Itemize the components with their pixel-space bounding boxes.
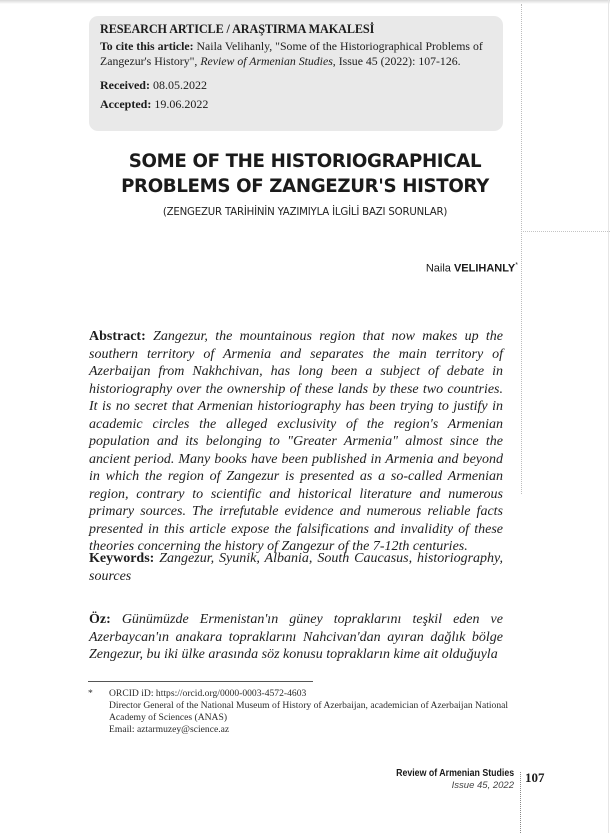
citation-journal: Review of Armenian Studies [200, 53, 333, 68]
footnote-orcid: ORCID iD: https://orcid.org/0000-0003-4572-4603 [109, 688, 307, 699]
page-number: 107 [525, 770, 545, 785]
oz-abstract [89, 611, 503, 664]
citation-text-post: , Issue 45 (2022): 107-126. [332, 53, 461, 68]
footnote-rule [88, 681, 313, 682]
oz-text: Günümüzde Ermenistan'ın güney topraklarını teşkil eden ve Azerbaycan'ın anakara topraklarını Nahcivan'dan ayıran dağlık bölge Zengezur, bu iki ülke arasında söz konusu toprakların kime ait olduğuyla [89, 612, 503, 662]
author-first-name: Naila [425, 262, 454, 275]
author-footnote-mark: * [515, 262, 518, 269]
abstract-text: Zangezur, the mountainous region that now makes up the southern territory of Armenia and separates the main territory of Azerbaijan from Nakhchivan, has long been a subject of debate in historiography over the ownership of these lands by these two countries. It is no secret that Armenian historiography has been trying to justify in academic circles the alleged exclusivity of the region's Armenian population and its belonging to "Greater Armenia" almost since the ancient period. Many books have been published in Armenia and beyond in which the region of Zangezur is presented as a so-called Armenian region, contrary to scientific and historical literature and numerous primary sources. The irrefutable evidence and numerous reliable facts presented in this article expose the falsifications and invalidity of these theories concerning the history of Zangezur of the 7-12th centuries. [89, 329, 503, 554]
running-footer [380, 768, 514, 791]
viewer-top-shadow [0, 0, 610, 4]
margin-guide-vertical [521, 4, 522, 494]
accepted-label: Accepted: [100, 97, 152, 111]
keywords [89, 550, 503, 585]
margin-guide-horizontal [521, 231, 610, 232]
footnote-position: Director General of the National Museum of History of Azerbaijan, academician of Azerbaijan National Academy of Sciences (ANAS) [109, 700, 509, 723]
footnote [88, 688, 528, 736]
footer-journal-name: Review of Armenian Studies [395, 768, 514, 779]
author-surname: VELIHANLY [453, 262, 516, 275]
keywords-label: Keywords: [89, 551, 155, 566]
title-line-2: PROBLEMS OF ZANGEZUR'S HISTORY [121, 176, 489, 197]
received-row [100, 76, 493, 95]
article-title [60, 149, 550, 199]
article-subtitle: (ZENGEZUR TARİHİNİN YAZIMIYLA İLGİLİ BAZI SORUNLAR) [162, 207, 448, 218]
footnote-mark: * [88, 688, 93, 699]
received-label: Received: [100, 78, 150, 92]
article-type: RESEARCH ARTICLE / ARAŞTIRMA MAKALESİ [100, 22, 375, 36]
article-dates [100, 76, 493, 114]
article-info-box [89, 16, 503, 131]
abstract-label: Abstract: [89, 329, 146, 344]
accepted-row [100, 95, 493, 114]
citation-text-pre: Naila Velihanly, "Some of the Historiographical Problems of Zangezur's History", [100, 39, 483, 68]
title-line-1: SOME OF THE HISTORIOGRAPHICAL [128, 151, 482, 172]
citation-label: To cite this article: [100, 39, 194, 53]
citation [100, 39, 493, 68]
page-edge [608, 0, 609, 833]
accepted-date: 19.06.2022 [151, 97, 209, 111]
keywords-text: Zangezur, Syunik, Albania, South Caucasus, historiography, sources [89, 551, 503, 584]
footer-issue: Issue 45, 2022 [451, 780, 514, 791]
oz-label: Öz: [89, 612, 111, 627]
abstract [89, 328, 503, 556]
footnote-email: Email: aztarmuzey@science.az [109, 724, 230, 735]
received-date: 08.05.2022 [149, 78, 207, 92]
footer-separator [520, 772, 521, 833]
author-name [426, 262, 518, 275]
